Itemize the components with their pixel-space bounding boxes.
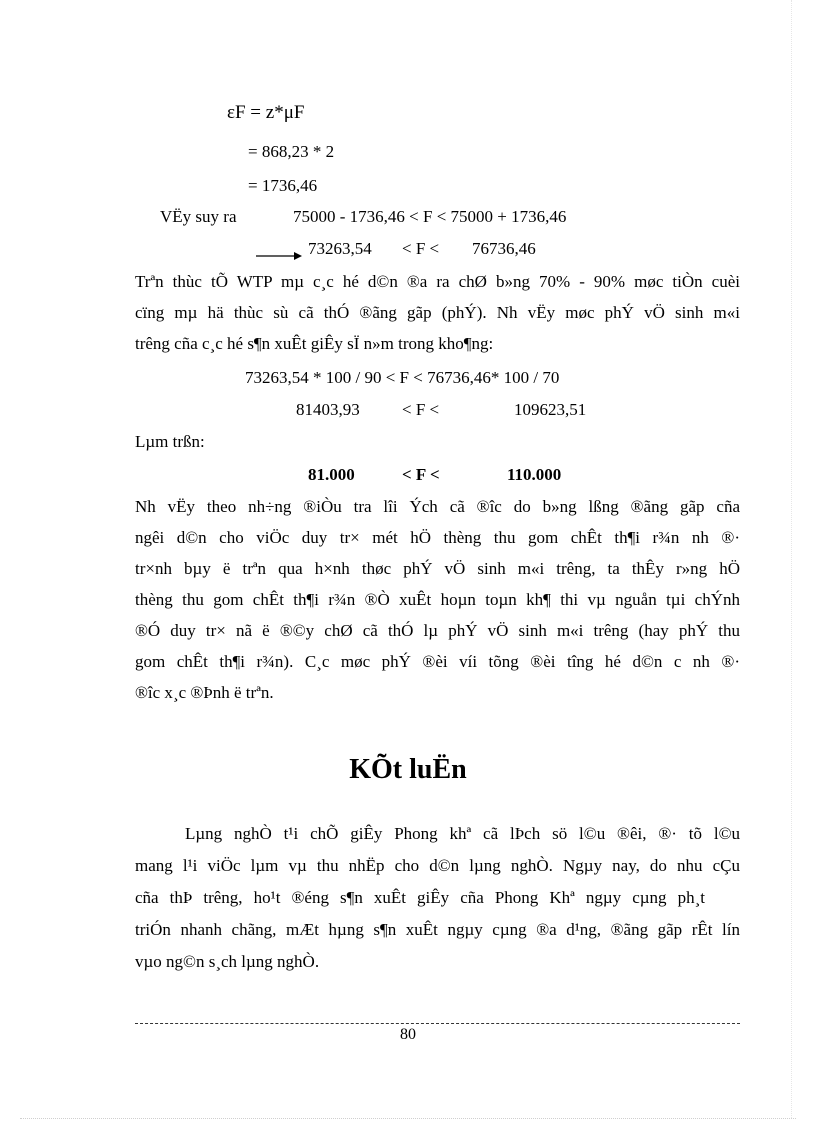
page-bottom-border — [20, 1118, 796, 1119]
interval-operator: < F < — [402, 239, 440, 258]
formula-line-3: = 1736,46 — [248, 176, 318, 195]
arrow-right-icon — [256, 251, 302, 261]
interval-label: VËy suy ra — [160, 207, 237, 226]
range2-low: 81403,93 — [296, 400, 360, 419]
paragraph-3-line: triÓn nhanh chãng, mÆt hµng s¶n xuÊt ngµy cµng ®a d¹ng, ®ãng gãp rÊt lín — [135, 920, 740, 939]
formula-lhs: εF — [227, 102, 246, 123]
paragraph-3 — [135, 818, 740, 978]
section-heading: KÕt luËn — [349, 754, 467, 785]
paragraph-2-line: ®îc x¸c ®Þnh ë trªn. — [135, 683, 274, 702]
interval-high: 76736,46 — [472, 239, 536, 258]
rounded-low: 81.000 — [308, 465, 355, 484]
paragraph-1 — [135, 266, 740, 359]
interval-expression: 75000 - 1736,46 < F < 75000 + 1736,46 — [293, 207, 567, 226]
range2-expression: 73263,54 * 100 / 90 < F < 76736,46* 100 / 70 — [245, 368, 560, 387]
paragraph-2-line: ®Ó duy tr× nã ë ®©y chØ cã thÓ lµ phÝ vÖ sinh m«i trêng (hay phÝ thu — [135, 621, 740, 640]
range2-high: 109623,51 — [514, 400, 587, 419]
rounded-high: 110.000 — [507, 465, 562, 484]
rounded-operator: < F < — [402, 465, 440, 484]
paragraph-3-line: cña thÞ trêng, ho¹t ®éng s¶n xuÊt giÊy cña Phong Khª ngµy cµng ph¸t — [135, 888, 705, 907]
formula-line-1 — [227, 102, 304, 124]
footer-separator — [135, 1023, 740, 1024]
paragraph-2-line: Nh vËy theo nh÷ng ®iÒu tra lîi Ých cã ®îc do b»ng lßng ®ãng gãp cña — [135, 497, 740, 516]
page-number: 80 — [400, 1026, 416, 1043]
paragraph-2-line: gom chÊt th¶i r¾n). C¸c møc phÝ ®èi víi tõng ®èi tîng hé d©n c nh ®· — [135, 652, 740, 671]
paragraph-1-line: Trªn thùc tÕ WTP mµ c¸c hé d©n ®a ra chØ b»ng 70% - 90% møc tiÒn cuèi — [135, 272, 740, 291]
paragraph-2-line: thèng thu gom chÊt th¶i r¾n ®Ò xuÊt hoµn toµn kh¶ thi vµ nguån tµi chÝnh — [135, 590, 740, 609]
interval-low: 73263,54 — [308, 239, 372, 258]
paragraph-2 — [135, 491, 740, 708]
range2-operator: < F < — [402, 400, 440, 419]
paragraph-1-line: trêng cña c¸c hé s¶n xuÊt giÊy sÏ n»m trong kho¶ng: — [135, 334, 494, 353]
paragraph-2-line: tr×nh bµy ë trªn qua h×nh thøc phÝ vÖ sinh m«i trêng, ta thÊy r»ng hÖ — [135, 559, 740, 578]
round-label: Lµm trßn: — [135, 432, 205, 451]
formula-line-2: = 868,23 * 2 — [248, 142, 335, 161]
paragraph-3-line: vµo ng©n s¸ch lµng nghÒ. — [135, 952, 320, 971]
formula-rhs: = z*μF — [250, 102, 305, 123]
paragraph-3-line: Lµng nghÒ t¹i chÕ giÊy Phong khª cã lÞch sö l©u ®êi, ®· tõ l©u — [185, 824, 740, 843]
paragraph-1-line: cïng mµ hä thùc sù cã thÓ ®ãng gãp (phÝ). Nh vËy møc phÝ vÖ sinh m«i — [135, 303, 740, 322]
page-right-border — [791, 0, 792, 1118]
paragraph-3-line: mang l¹i viÖc lµm vµ thu nhËp cho d©n lµng nghÒ. Ngµy nay, do nhu cÇu — [135, 856, 740, 875]
paragraph-2-line: ngêi d©n cho viÖc duy tr× mét hÖ thèng thu gom chÊt th¶i r¾n nh ®· — [135, 528, 740, 547]
